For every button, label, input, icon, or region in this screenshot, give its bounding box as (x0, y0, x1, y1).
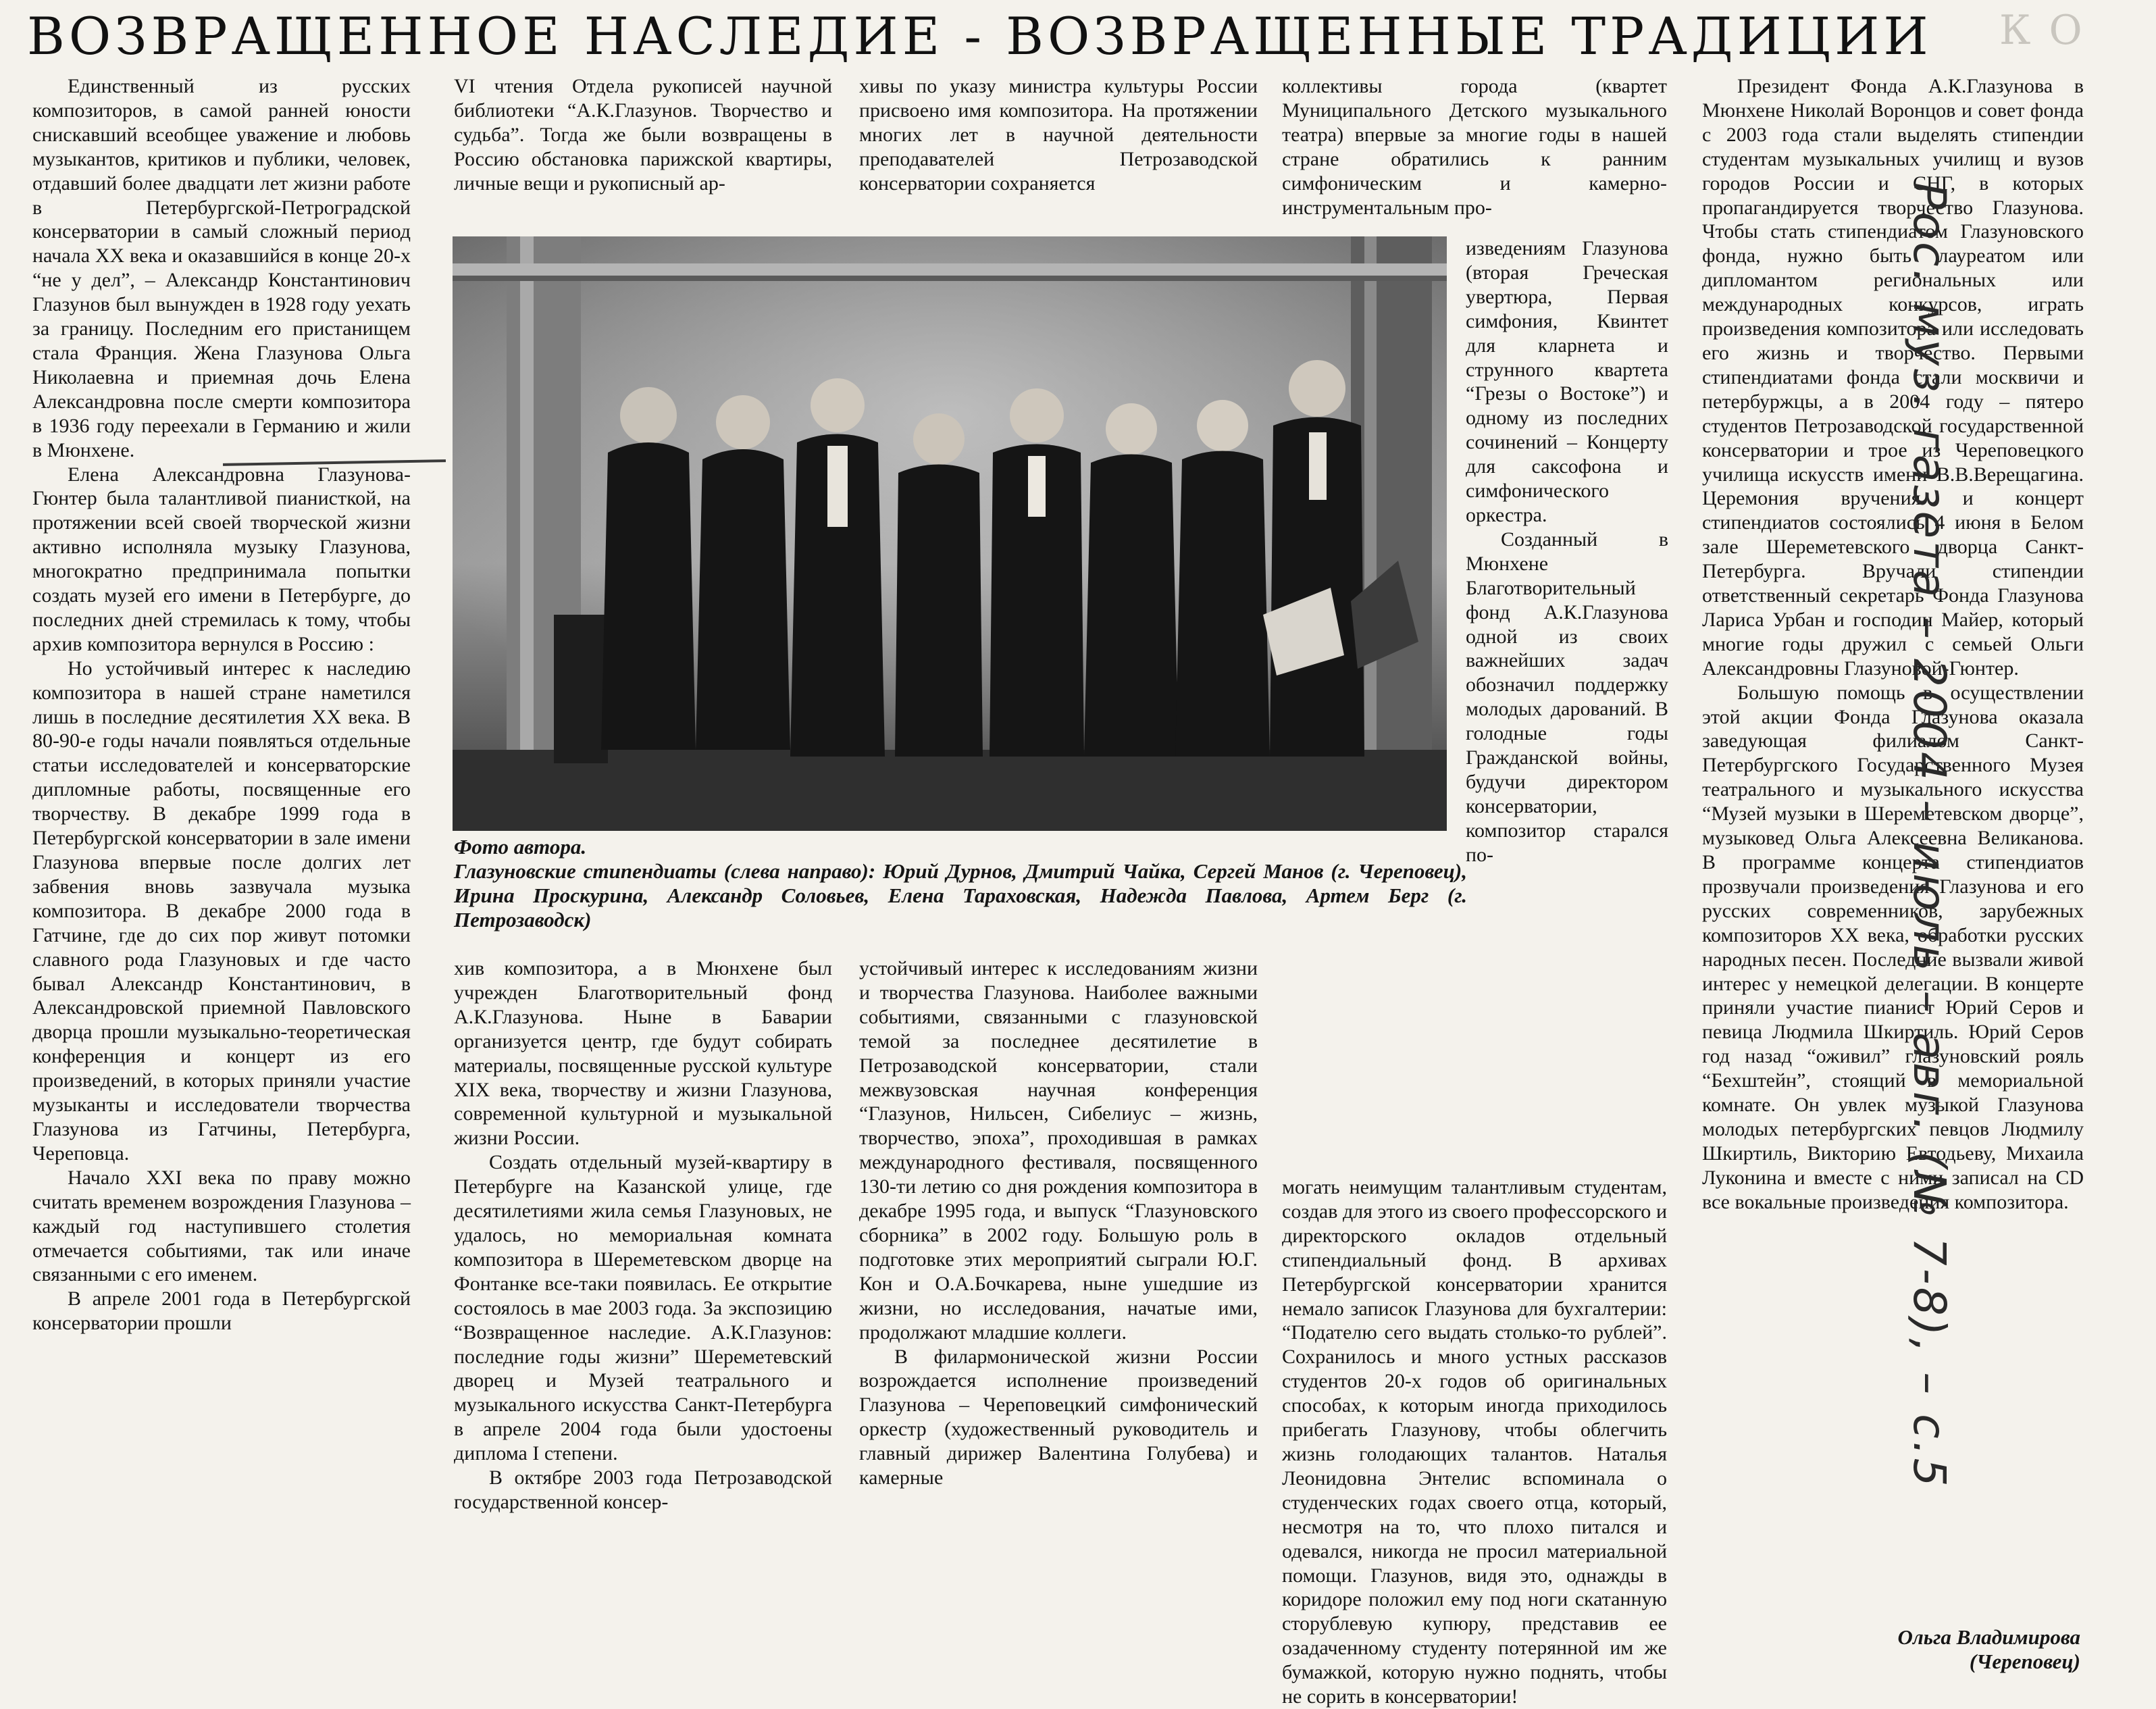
paragraph: Единственный из русских композиторов, в самой ранней юности снискавший всеобщее уважение и любовь музыкантов, критиков и публики, человек, отдавший более двадцати лет жизни работе в Петербургской-Петроградской консерватории в самый сложный период начала XX века и оказавшийся в конце 20-х “не у дел”, – Александр Константинович Глазунов был вынужден в 1928 году уехать за границу. Последним его пристанищем стала Франция. Жена Глазунова Ольга Николаевна и приемная дочь Елена Александровна после смерти композитора в 1936 году переехали в Германию и жили в Мюнхене. (32, 75, 411, 461)
paragraph: Начало XXI века по праву можно считать временем возрождения Глазунова – каждый год наступившего столетия отмечается событиями, так или иначе связанными с его именем. (32, 1166, 411, 1286)
handwritten-source-note: Рос. муз. газета – 2004 – июль – авг. (№ 7-8), – с.5 (1903, 182, 1955, 1489)
bleed-through-text: К О (1999, 7, 2085, 54)
paragraph: Президент Фонда А.К.Глазунова в Мюнхене Николай Воронцов и совет фонда с 2003 года стали выделять стипендии студентам музыкальных училищ и вузов городов России и СНГ, в которых пропагандируется творчество Глазунова. Чтобы стать стипендиатом Глазуновского фонда, нужно быть лауреатом или дипломантом региональных или международных конкурсов, играть произведения композитора или исследовать его жизнь и творчество. Первыми стипендиатами фонда стали москвичи и петербуржцы, а в 2004 году – пятеро студентов Петрозаводской государственной консерватории и трое из Череповецкого училища искусств имени В.В.Верещагина. Церемония вручения и концерт стипендиатов состоялись 4 июня в Белом зале Шереметевского дворца Санкт-Петербурга. Вручали стипендии ответственный секретарь Фонда Глазунова Лариса Урбан и господин Майер, который многие годы дружил с семьей Ольги Александровны Глазуновой-Гюнтер. (1702, 75, 2084, 680)
paragraph: могать неимущим талантливым студентам, создав для этого из своего профессорского и директорского окладов отдельный стипендиальный фонд. В архивах Петербургской консерватории хранится немало записок Глазунова для бухгалтерии: “Подателю сего выдать столько-то рублей”. Сохранилось и много устных рассказов студентов 20-х годов об оригинальных способах, к которым иногда приходилось прибегать Глазунову, чтобы облегчить жизнь голодающих талантов. Наталья Леонидовна Энтелис вспоминала о студенческих годах своего отца, который, несмотря на то, что плохо питался и одевался, никогда не просил материальной помощи. Глазунов, видя это, однажды в коридоре положил ему под ноги скатанную сторублевую купюру, представив ее озадаченному студенту потерянной им же бумажкой, которую нужно поднять, чтобы не сорить в консерватории! (1282, 1176, 1667, 1708)
paragraph: Но устойчивый интерес к наследию композитора в нашей стране наметился лишь в последние десятилетия XX века. В 80-90-е годы начали появляться отдельные статьи исследователей и консерваторские дипломные работы, посвященные его творчеству. В декабре 1999 года в Петербургской консерватории в зале имени Глазунова впервые после долгих лет забвения вновь зазвучала музыка композитора. В декабре 2000 года в Гатчине, где до сих пор живут потомки славного рода Глазуновых и где часто бывал Александр Константинович, в Александровской приемной Павловского дворца прошли музыкально-теоретическая конференция и концерт из его произведений, в которых приняли участие музыканты и исследователи творчества Глазунова из Гатчины, Петербурга, Череповца. (32, 657, 411, 1165)
author-signature (1756, 1625, 2080, 1674)
article-column-2-bottom (454, 956, 832, 1686)
paragraph: хивы по указу министра культуры России присвоено имя композитора. На протяжении многих лет в научной деятельности преподавателей Петрозаводской консерватории сохраняется (859, 75, 1258, 195)
paragraph: коллективы города (квартет Муниципального Детского музыкального театра) впервые за многие годы в нашей стране обратились к ранним симфоническим и камерно-инструментальным про- (1282, 75, 1667, 219)
paragraph: Созданный в Мюнхене Благотворительный фонд А.К.Глазунова одной из своих важнейших задач обозначил поддержку молодых дарований. В голодные годы Гражданской войны, будучи директором консерватории, композитор старался по- (1466, 528, 1668, 866)
paragraph: VI чтения Отдела рукописей научной библиотеки “А.К.Глазунов. Творчество и судьба”. Тогда же были возвращены в Россию обстановка парижской квартиры, личные вещи и рукописный ар- (454, 75, 832, 195)
paragraph: Создать отдельный музей-квартиру в Петербурге на Казанской улице, где десятилетиями жила семья Глазуновых, не удалось, но мемориальная комната композитора в Шереметевском дворце на Фонтанке все-таки появилась. Ее открытие состоялось в мае 2003 года. За экспозицию “Возвращенное наследие. А.К.Глазунов: последние годы жизни” Шереметевский дворец и Музей театрального и музыкального искусства Санкт-Петербурга в апреле 2004 года были удостоены диплома I степени. (454, 1151, 832, 1465)
paragraph: В филармонической жизни России возрождается исполнение произведений Глазунова – Череповецкий симфонический оркестр (художественный руководитель и главный дирижер Валентина Голубева) и камерные (859, 1345, 1258, 1489)
author-city: (Череповец) (1969, 1650, 2080, 1673)
article-column-3-bottom (859, 956, 1258, 1686)
article-column-4-side (1466, 236, 1668, 1175)
paragraph: Большую помощь в осуществлении этой акции Фонда Глазунова оказала заведующая филиалом Санкт-Петербургского Государственного Музея театрального и музыкального искусства “Музей музыки в Шереметевском дворце”, музыковед Ольга Алексеевна Великанова. В программе концерта стипендиатов прозвучали произведения Глазунова и его русских современников, зарубежных композиторов XX века, обработки русских народных песен. Последние вызвали живой интерес у немецкой делегации. В концерте приняли участие пианист Юрий Серов и певица Людмила Шкиртиль. Юрий Серов год назад “оживил” глазуновский рояль “Бехштейн”, стоящий в мемориальной комнате. Он увлек музыкой Глазунова молодых петербургских певцов Людмилу Шкиртиль, Викторию Евтодьеву, Михаила Луконина и вместе с ними записал на CD все вокальные произведения композитора. (1702, 681, 2084, 1213)
article-column-2-top (454, 74, 832, 236)
paragraph: В апреле 2001 года в Петербургской консерватории прошли (32, 1287, 411, 1335)
photo-caption-text: Глазуновские стипендиаты (слева направо): Юрий Дурнов, Дмитрий Чайка, Сергей Манов (г. Череповец), Ирина Проскурина, Александр Соловьев, Елена Тараховская, Надежда Павлова, Артем Берг (г. Петрозаводск) (454, 859, 1467, 932)
article-column-4-bottom (1282, 1175, 1667, 1708)
paragraph: Елена Александровна Глазунова-Гюнтер была талантливой пианисткой, на протяжении всей своей творческой жизни активно исполняла музыку Глазунова, многократно предпринимала попытки создать музей его имени в Петербурге, до последних дней стремилась к тому, чтобы архив композитора вернулся в Россию : (32, 463, 411, 655)
headline: ВОЗВРАЩЕННОЕ НАСЛЕДИЕ - ВОЗВРАЩЕННЫЕ ТРАДИЦИИ (27, 6, 1932, 66)
article-column-1 (32, 74, 411, 1682)
paragraph: В октябре 2003 года Петрозаводской государственной консер- (454, 1466, 832, 1513)
paragraph: устойчивый интерес к исследованиям жизни и творчества Глазунова. Наиболее важными событиями, связанными с глазуновской темой за последнее десятилетие в Петрозаводской консерватории, стали межвузовская научная конференция “Глазунов, Нильсен, Сибелиус – жизнь, творчество, эпоха”, проходившая в рамках международного фестиваля, посвященного 130-ти летию со дня рождения композитора в декабре 1995 года, и выпуск “Глазуновского сборника” в 2002 году. Большую роль в подготовке этих мероприятий сыграли Ю.Г. Кон и О.А.Бочкарева, ныне ушедшие из жизни, но исследования, начатые ими, продолжают младшие коллеги. (859, 957, 1258, 1344)
photo-credit: Фото автора. (454, 835, 587, 859)
group-photo-image (453, 236, 1447, 831)
article-column-5 (1702, 74, 2084, 1621)
photo-caption (454, 835, 1467, 932)
paragraph: изведениям Глазунова (вторая Греческая увертюра, Первая симфония, Квинтет для кларнета и струнного квартета “Грезы о Востоке”) и одному из последних сочинений – Концерту для саксофона и симфонического оркестра. (1466, 237, 1668, 526)
group-photo (453, 236, 1447, 831)
article-column-4-top (1282, 74, 1667, 236)
paragraph: хив композитора, а в Мюнхене был учрежден Благотворительный фонд А.К.Глазунова. Ныне в Баварии организуется центр, где будут собирать материалы, посвященные русской культуре XIX века, творчеству и жизни Глазунова, современной культурной и музыкальной жизни России. (454, 957, 832, 1150)
author-name: Ольга Владимирова (1897, 1625, 2080, 1649)
article-column-3-top (859, 74, 1258, 236)
